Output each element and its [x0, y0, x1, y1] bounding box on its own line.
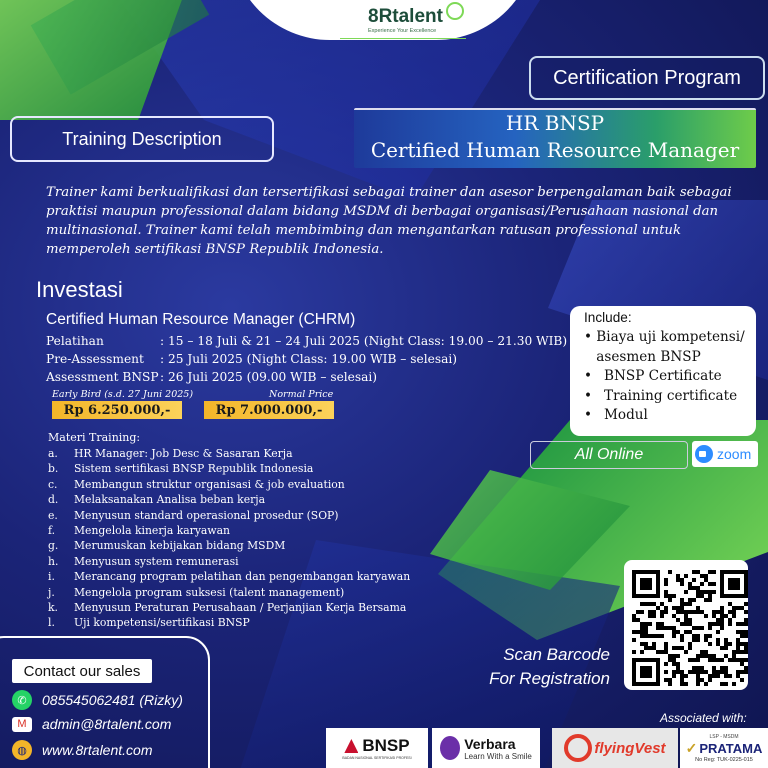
- materi-item: [48, 585, 410, 600]
- registration-line2: For Registration: [489, 669, 610, 688]
- associated-label: Associated with:: [660, 711, 747, 725]
- qr-code[interactable]: [632, 568, 748, 688]
- partner-flyingvest-logo: [552, 728, 678, 768]
- include-item: [584, 328, 754, 367]
- include-item: [584, 406, 754, 426]
- partner-sub: Learn With a Smile: [464, 751, 532, 761]
- normal-price: Rp 7.000.000,-: [204, 401, 334, 419]
- materi-item-marker: k.: [48, 601, 58, 615]
- materi-item-marker: h.: [48, 554, 59, 568]
- materi-item-marker: e.: [48, 508, 58, 522]
- bullet-icon: •: [584, 368, 593, 385]
- materi-item-text: Mengelola kinerja karyawan: [74, 524, 231, 538]
- website-text: www.8rtalent.com: [42, 742, 153, 758]
- partner-name: PRATAMA: [699, 740, 763, 756]
- materi-item: [48, 538, 410, 553]
- description: Trainer kami berkualifikasi dan tersertifikasi sebagai trainer dan asesor berpengalaman baik sebagai praktisi maupun professional dalam bidang MSDM di berbagai organisasi/Perusahaan nasional dan multinasional. Trainer kami telah membimbing dan mengantarkan ratusan professional untuk memperoleh sertifikasi BNSP Republik Indonesia.: [46, 185, 732, 257]
- materi-item: [48, 615, 410, 630]
- normal-price-label: Normal Price: [269, 389, 334, 400]
- materi-item-text: Uji kompetensi/sertifikasi BNSP: [74, 616, 250, 630]
- materi-item-text: Menyusun standard operasional prosedur (SOP): [74, 508, 339, 522]
- partner-name: Verbara: [464, 735, 516, 752]
- materi-item-marker: c.: [48, 477, 58, 491]
- course-title-line1: HR BNSP: [505, 111, 605, 135]
- materi-item-text: Merumuskan kebijakan bidang MSDM: [74, 539, 286, 553]
- schedule-row: [46, 332, 567, 350]
- bullet-icon: •: [584, 329, 593, 345]
- materi-item-text: Melaksanakan Analisa beban kerja: [74, 493, 266, 507]
- globe-icon: ◍: [12, 740, 32, 760]
- include-item: [584, 387, 754, 407]
- pratama-check-icon: ✓: [685, 739, 698, 756]
- materi-item-text: Membangun struktur organisasi & job evaluation: [74, 477, 345, 491]
- schedule-label: Pelatihan: [46, 334, 104, 348]
- materi-item-text: Menyusun Peraturan Perusahaan / Perjanjian Kerja Bersama: [74, 601, 407, 615]
- schedule-row: [46, 368, 567, 386]
- materi-item: [48, 523, 410, 538]
- materi-item: [48, 554, 410, 569]
- include-title: Include:: [584, 310, 632, 325]
- schedule-label: Pre-Assessment: [46, 352, 144, 366]
- materi-item-text: Mengelola program suksesi (talent management): [74, 585, 345, 599]
- materi-item-marker: d.: [48, 493, 59, 507]
- include-item-text: Modul: [604, 407, 648, 424]
- zoom-label: zoom: [717, 446, 752, 462]
- materi-item-text: Merancang program pelatihan dan pengembangan karyawan: [74, 570, 411, 584]
- partner-top: LSP - MSDM: [709, 733, 739, 740]
- partner-bnsp-logo: [326, 728, 428, 768]
- zoom-logo: [692, 441, 758, 467]
- partner-sub: BADAN NASIONAL SERTIFIKASI PROFESI: [342, 756, 412, 760]
- materi-item: [48, 477, 410, 492]
- whatsapp-icon: ✆: [12, 690, 32, 710]
- partner-name: BNSP: [362, 736, 410, 755]
- materi-item-marker: g.: [48, 539, 59, 553]
- materi-item: [48, 600, 410, 615]
- contact-email[interactable]: [12, 716, 171, 732]
- materi-item-text: HR Manager: Job Desc & Sasaran Kerja: [74, 447, 293, 460]
- materi-item-text: Menyusun system remunerasi: [74, 554, 239, 568]
- contact-website[interactable]: [12, 740, 152, 760]
- course-title: [354, 108, 756, 168]
- materi-item: [48, 508, 410, 523]
- materi-item: [48, 569, 410, 584]
- email-text: admin@8rtalent.com: [42, 716, 172, 732]
- registration-line1: Scan Barcode: [503, 645, 610, 664]
- contact-phone[interactable]: [12, 690, 183, 710]
- zoom-icon: [695, 445, 713, 463]
- materi-item: [48, 446, 410, 461]
- include-item-text: Training certificate: [604, 387, 738, 404]
- schedule-label: Assessment BNSP: [46, 370, 159, 384]
- delivery-mode: All Online: [530, 441, 688, 469]
- materi-item: [48, 492, 410, 507]
- flyingvest-icon: [564, 734, 592, 762]
- schedule: [46, 332, 567, 386]
- early-bird-label: Early Bird (s.d. 27 Juni 2025): [52, 389, 194, 400]
- materi-item: [48, 461, 410, 476]
- partner-name: flyingVest: [594, 739, 666, 757]
- materi-item-marker: f.: [48, 524, 56, 538]
- partner-verbara-logo: [432, 728, 540, 768]
- materi-item-marker: l.: [48, 616, 55, 630]
- verbara-icon: [440, 736, 460, 760]
- schedule-row: [46, 350, 567, 368]
- schedule-value: : 15 – 18 Juli & 21 – 24 Juli 2025 (Night Class: 19.00 – 21.30 WIB): [160, 334, 568, 348]
- registration-text: [470, 643, 610, 691]
- include-card: [570, 306, 756, 436]
- schedule-value: : 26 Juli 2025 (09.00 WIB – selesai): [160, 370, 378, 384]
- materi-title: Materi Training:: [48, 431, 141, 444]
- include-item-text: BNSP Certificate: [604, 368, 722, 385]
- partner-pratama-logo: [680, 728, 768, 768]
- program-label: Certification Program: [529, 56, 765, 100]
- bullet-icon: •: [584, 407, 593, 424]
- brand-logo-icon: [446, 2, 464, 20]
- schedule-value: : 25 Juli 2025 (Night Class: 19.00 WIB – selesai): [160, 352, 458, 366]
- bnsp-icon: [344, 739, 358, 753]
- course-title-line2: Certified Human Resource Manager: [370, 138, 740, 162]
- materi-item-marker: i.: [48, 570, 55, 584]
- partner-sub: No Reg: TUK-0225-015: [695, 756, 753, 763]
- contact-heading: Contact our sales: [12, 659, 152, 683]
- investasi-heading: Investasi: [36, 277, 123, 302]
- early-bird-price: Rp 6.250.000,-: [52, 401, 182, 419]
- include-item: [584, 367, 754, 387]
- mail-icon: M: [12, 717, 32, 732]
- include-list: [584, 328, 754, 426]
- program-name: Certified Human Resource Manager (CHRM): [46, 311, 356, 328]
- materi-item-marker: b.: [48, 462, 59, 476]
- divider: [340, 38, 466, 39]
- materi-item-marker: a.: [48, 447, 58, 460]
- section-label: Training Description: [10, 116, 274, 162]
- phone-text: 085545062481 (Rizky): [42, 692, 183, 708]
- bullet-icon: •: [584, 387, 593, 404]
- include-item-text: Biaya uji kompetensi/ asesmen BNSP: [596, 329, 745, 365]
- brand-tagline: Experience Your Excellence: [368, 28, 437, 34]
- materi-list: [48, 446, 410, 631]
- brand-logo: 8Rtalent: [368, 6, 443, 27]
- materi-item-text: Sistem sertifikasi BNSP Republik Indonesia: [74, 462, 314, 476]
- materi-item-marker: j.: [48, 585, 55, 599]
